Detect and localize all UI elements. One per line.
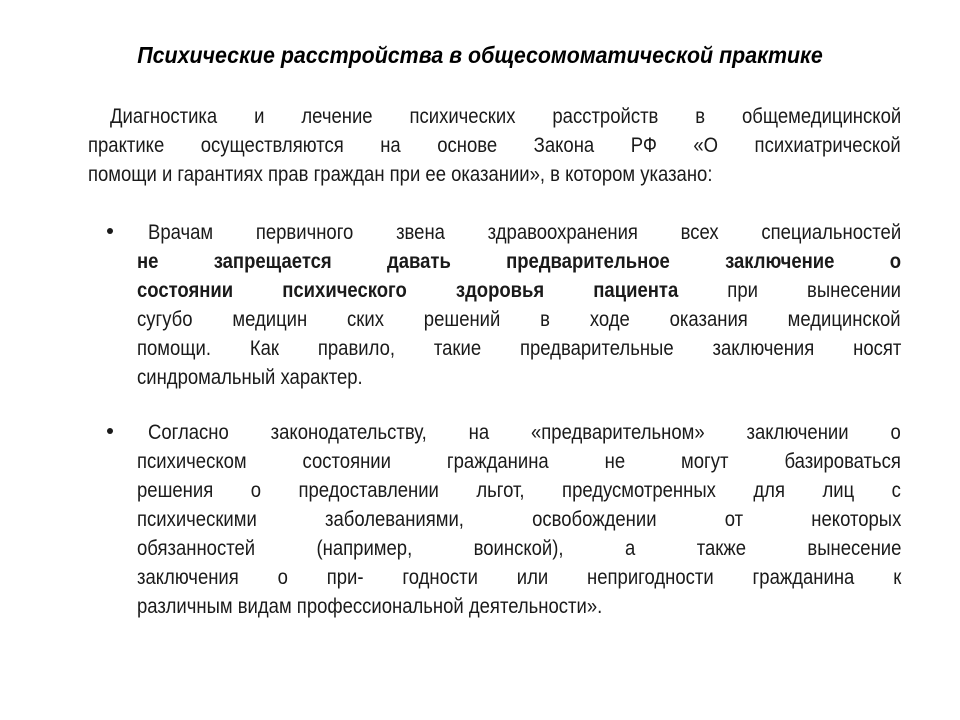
intro-line: практике осуществляются на основе Закона РФ «О психиатрической — [88, 133, 901, 157]
bullet-line-mixed — [137, 276, 901, 305]
bold-emphasis: состоянии психического здоровья пациента — [137, 278, 679, 302]
bullet-line: Врачам первичного звена здравоохранения всех специальностей — [148, 220, 902, 244]
bullet-line: помощи. Как правило, такие предварительные заключения носят — [137, 336, 902, 360]
intro-line: помощи и гарантиях прав граждан при ее оказании», в котором указано: — [88, 162, 713, 186]
bullet-line: обязанностей (например, воинской), а также вынесение — [137, 536, 902, 560]
bullet-line: сугубо медицин ских решений в ходе оказания медицинской — [137, 307, 901, 331]
bullet-line: синдромальный характер. — [137, 365, 363, 389]
bullet-line: заключения о при- годности или непригодности гражданина к — [137, 565, 902, 589]
bullet-icon — [107, 428, 113, 434]
slide-title: Психические расстройства в общесомоматической практике — [137, 42, 823, 68]
bullet-line-bold: не запрещается давать предварительное заключение о — [137, 249, 902, 273]
plain-text: при вынесении — [678, 278, 902, 302]
bullet-line: Согласно законодательству, на «предварительном» заключении о — [148, 420, 901, 444]
bullet-line: различным видам профессиональной деятельности». — [137, 594, 603, 618]
intro-line: Диагностика и лечение психических расстройств в общемедицинской — [110, 104, 902, 128]
bullet-line: решения о предоставлении льгот, предусмотренных для лиц с — [137, 478, 901, 502]
bullet-icon — [107, 228, 113, 234]
bullet-line: психическими заболеваниями, освобождении от некоторых — [137, 507, 902, 531]
bullet-line: психическом состоянии гражданина не могут базироваться — [137, 449, 901, 473]
